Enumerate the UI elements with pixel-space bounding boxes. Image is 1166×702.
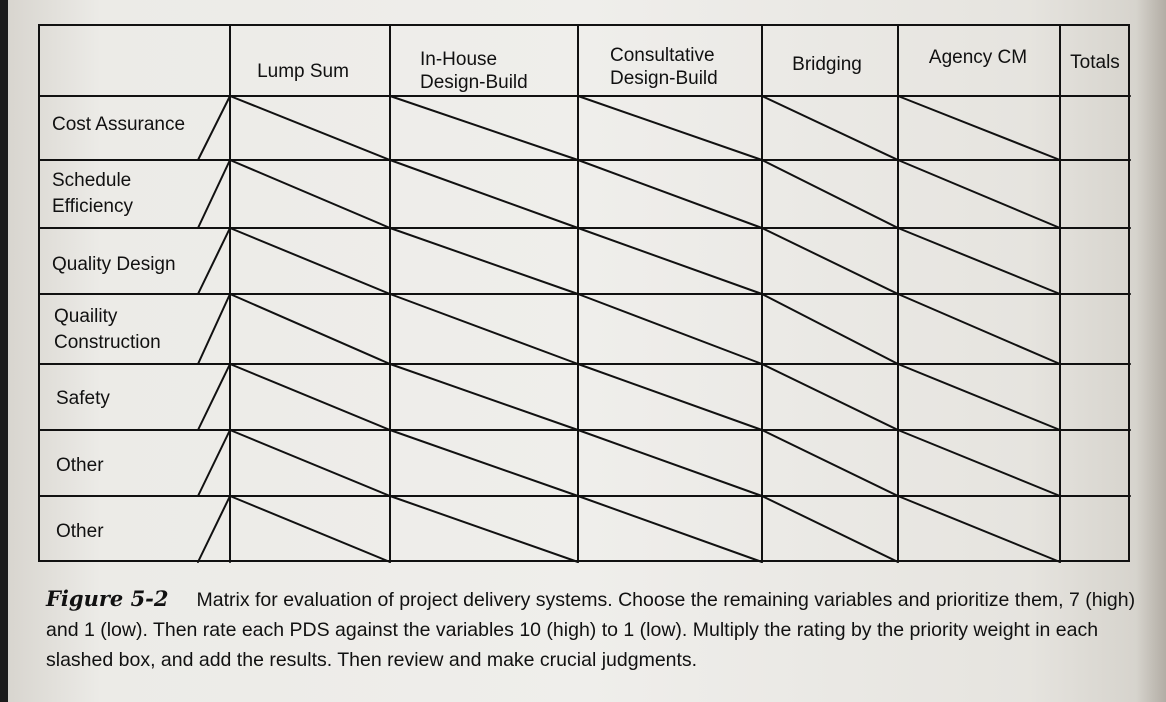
rating-cell-slash (578, 160, 762, 228)
row-header-slash (198, 228, 230, 294)
rating-cell-slash (898, 228, 1060, 294)
rating-cell-slash (390, 364, 578, 430)
rating-cell-slash (390, 160, 578, 228)
column-header-lump-sum: Lump Sum (257, 61, 349, 82)
row-header-other-1: Other (56, 455, 104, 476)
row-header-slash (198, 96, 230, 160)
rating-cell-slash (230, 160, 390, 228)
column-header-in-house-design-build: In-House Design-Build (420, 49, 528, 93)
figure-caption-text: Matrix for evaluation of project delivery systems. Choose the remaining variables and prioritize them, 7 (high) and 1 (low). Then rate each PDS against the variables 10 (high) to 1 (low). Multiply the rating by the priority weight in each slashed box, and add the results. Then review and make crucial judgments. (46, 589, 1136, 671)
row-header-cost-assurance: Cost Assurance (52, 114, 186, 135)
rating-cell-slash (230, 364, 390, 430)
rating-cell-slash (898, 364, 1060, 430)
row-header-slash (198, 294, 230, 364)
row-header-quality-design: Quality Design (52, 254, 176, 275)
rating-cell-slash (230, 430, 390, 496)
row-header-schedule-efficiency: Schedule Efficiency (52, 170, 133, 217)
rating-cell-slash (390, 294, 578, 364)
rating-cell-slash (898, 430, 1060, 496)
row-header-slash (198, 430, 230, 496)
rating-cell-slash (390, 228, 578, 294)
rating-cell-slash (230, 228, 390, 294)
rating-cell-slash (762, 496, 898, 562)
rating-cell-slash (762, 96, 898, 160)
rating-cell-slash (578, 496, 762, 562)
row-header-quaility-construction: Quaility Construction (54, 306, 161, 353)
row-header-slash (198, 364, 230, 430)
rating-cell-slash (578, 364, 762, 430)
rating-cell-slash (898, 160, 1060, 228)
column-header-agency-cm: Agency CM (928, 47, 1028, 68)
rating-cell-slash (762, 228, 898, 294)
evaluation-matrix (38, 24, 1130, 562)
row-header-other-2: Other (56, 521, 104, 542)
rating-cell-slash (898, 496, 1060, 562)
row-header-safety: Safety (56, 388, 110, 409)
book-page (8, 0, 1166, 702)
rating-cell-slash (578, 294, 762, 364)
column-header-totals: Totals (1070, 52, 1120, 73)
rating-cell-slash (898, 96, 1060, 160)
rating-cell-slash (390, 96, 578, 160)
rating-cell-slash (230, 96, 390, 160)
rating-cell-slash (578, 228, 762, 294)
row-header-slash (198, 496, 230, 562)
figure-label: Figure 5-2 (46, 586, 169, 611)
matrix-grid (40, 26, 1132, 564)
column-header-consultative-design-build: Consultative Design-Build (610, 45, 718, 89)
page-binding-shadow (1136, 0, 1166, 702)
rating-cell-slash (898, 294, 1060, 364)
rating-cell-slash (390, 430, 578, 496)
column-header-bridging: Bridging (792, 54, 862, 75)
rating-cell-slash (762, 294, 898, 364)
rating-cell-slash (762, 160, 898, 228)
row-header-slash (198, 160, 230, 228)
rating-cell-slash (390, 496, 578, 562)
rating-cell-slash (762, 430, 898, 496)
figure-caption (46, 584, 1156, 675)
rating-cell-slash (230, 496, 390, 562)
rating-cell-slash (230, 294, 390, 364)
rating-cell-slash (578, 430, 762, 496)
rating-cell-slash (762, 364, 898, 430)
rating-cell-slash (578, 96, 762, 160)
